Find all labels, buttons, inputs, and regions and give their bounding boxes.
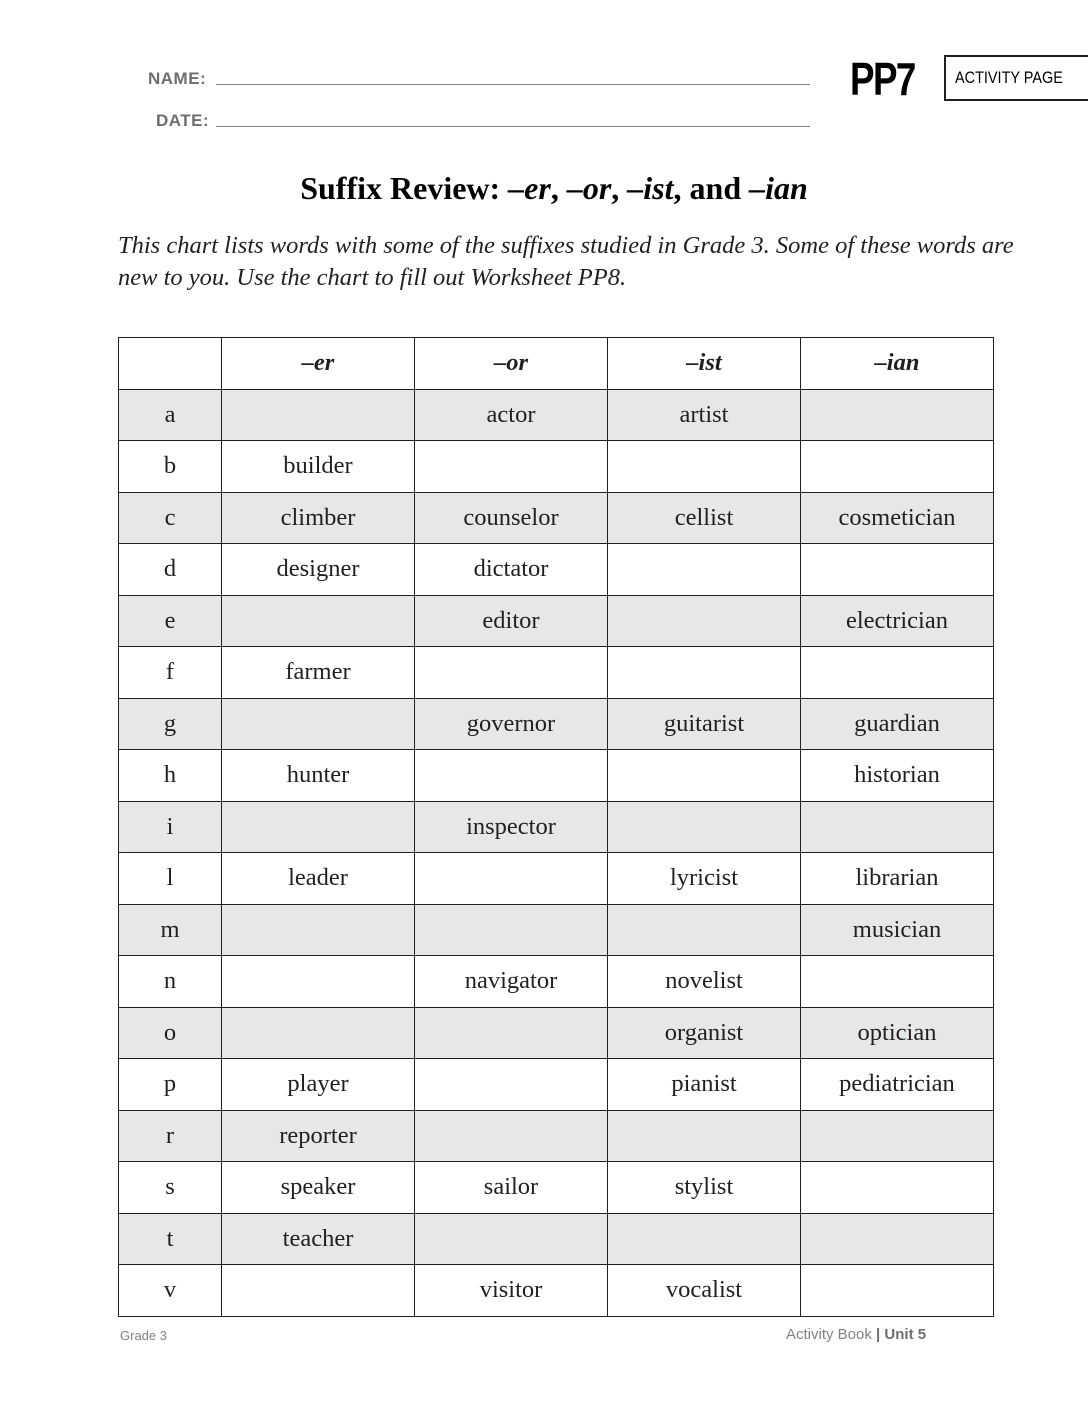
cell-ian: musician bbox=[801, 904, 994, 956]
cell-or bbox=[415, 904, 608, 956]
cell-er: designer bbox=[222, 544, 415, 596]
cell-ian: electrician bbox=[801, 595, 994, 647]
name-line[interactable] bbox=[216, 84, 810, 85]
cell-er bbox=[222, 698, 415, 750]
cell-letter: c bbox=[119, 492, 222, 544]
cell-letter: r bbox=[119, 1110, 222, 1162]
cell-ian bbox=[801, 389, 994, 441]
cell-er bbox=[222, 595, 415, 647]
title-suffix-or: –or bbox=[566, 170, 612, 206]
cell-ian bbox=[801, 1110, 994, 1162]
table-row bbox=[119, 1213, 994, 1265]
cell-letter: d bbox=[119, 544, 222, 596]
cell-letter: i bbox=[119, 801, 222, 853]
cell-letter: b bbox=[119, 441, 222, 493]
activity-page-badge bbox=[944, 55, 1088, 101]
date-label: DATE: bbox=[156, 111, 210, 130]
header-row bbox=[119, 338, 994, 390]
table-row bbox=[119, 1265, 994, 1317]
footer-grade: Grade 3 bbox=[120, 1328, 167, 1343]
cell-or bbox=[415, 1110, 608, 1162]
cell-or: sailor bbox=[415, 1162, 608, 1214]
cell-ist bbox=[608, 801, 801, 853]
cell-or: editor bbox=[415, 595, 608, 647]
title-comma: , bbox=[611, 170, 628, 206]
cell-or bbox=[415, 1213, 608, 1265]
table-row bbox=[119, 441, 994, 493]
header-cell-suffix: –or bbox=[415, 338, 608, 390]
cell-letter: e bbox=[119, 595, 222, 647]
cell-ian bbox=[801, 1162, 994, 1214]
cell-er: reporter bbox=[222, 1110, 415, 1162]
cell-or bbox=[415, 1059, 608, 1111]
cell-letter: v bbox=[119, 1265, 222, 1317]
cell-ist: guitarist bbox=[608, 698, 801, 750]
cell-or: visitor bbox=[415, 1265, 608, 1317]
table-row bbox=[119, 595, 994, 647]
cell-ist: artist bbox=[608, 389, 801, 441]
cell-letter: m bbox=[119, 904, 222, 956]
cell-er: climber bbox=[222, 492, 415, 544]
footer-book: Activity Book bbox=[786, 1326, 877, 1343]
cell-letter: a bbox=[119, 389, 222, 441]
table-row bbox=[119, 698, 994, 750]
footer-book-info bbox=[786, 1326, 926, 1343]
cell-or: governor bbox=[415, 698, 608, 750]
cell-er: hunter bbox=[222, 750, 415, 802]
footer-unit: Unit 5 bbox=[880, 1326, 927, 1343]
table-row bbox=[119, 750, 994, 802]
cell-or: navigator bbox=[415, 956, 608, 1008]
cell-letter: f bbox=[119, 647, 222, 699]
cell-ist: organist bbox=[608, 1007, 801, 1059]
cell-ist: cellist bbox=[608, 492, 801, 544]
cell-ian bbox=[801, 1213, 994, 1265]
table-row bbox=[119, 1059, 994, 1111]
cell-ist: stylist bbox=[608, 1162, 801, 1214]
table-row bbox=[119, 904, 994, 956]
cell-or bbox=[415, 647, 608, 699]
cell-ian bbox=[801, 801, 994, 853]
table-row bbox=[119, 389, 994, 441]
cell-er: speaker bbox=[222, 1162, 415, 1214]
cell-or bbox=[415, 853, 608, 905]
page-code: PP7 bbox=[850, 53, 915, 105]
table-row bbox=[119, 544, 994, 596]
cell-or bbox=[415, 1007, 608, 1059]
cell-letter: g bbox=[119, 698, 222, 750]
header-cell-suffix: –ian bbox=[801, 338, 994, 390]
cell-ist bbox=[608, 441, 801, 493]
cell-er bbox=[222, 904, 415, 956]
cell-ist: pianist bbox=[608, 1059, 801, 1111]
cell-ist bbox=[608, 595, 801, 647]
cell-ist bbox=[608, 1213, 801, 1265]
name-label: NAME: bbox=[148, 69, 207, 88]
cell-ist bbox=[608, 750, 801, 802]
page-title bbox=[0, 170, 1088, 207]
cell-ist bbox=[608, 904, 801, 956]
table-row bbox=[119, 1007, 994, 1059]
cell-ian bbox=[801, 1265, 994, 1317]
cell-letter: t bbox=[119, 1213, 222, 1265]
cell-ian: optician bbox=[801, 1007, 994, 1059]
cell-er: leader bbox=[222, 853, 415, 905]
title-suffix-er: –er bbox=[508, 170, 551, 206]
cell-ist bbox=[608, 647, 801, 699]
footer-separator: | bbox=[876, 1326, 881, 1343]
table-row bbox=[119, 1162, 994, 1214]
cell-er: player bbox=[222, 1059, 415, 1111]
cell-er: teacher bbox=[222, 1213, 415, 1265]
table-row bbox=[119, 956, 994, 1008]
cell-ian: historian bbox=[801, 750, 994, 802]
cell-or: dictator bbox=[415, 544, 608, 596]
table-row bbox=[119, 801, 994, 853]
table-row bbox=[119, 1110, 994, 1162]
cell-ist bbox=[608, 544, 801, 596]
title-suffix-ian: –ian bbox=[749, 170, 808, 206]
cell-er: farmer bbox=[222, 647, 415, 699]
cell-ian: cosmetician bbox=[801, 492, 994, 544]
title-prefix: Suffix Review: bbox=[300, 170, 509, 206]
header-cell-letter bbox=[119, 338, 222, 390]
intro-text: This chart lists words with some of the suffixes studied in Grade 3. Some of these words are new to you. Use the chart to fill out Worksheet PP8. bbox=[118, 232, 1014, 291]
cell-ian bbox=[801, 647, 994, 699]
cell-ian: librarian bbox=[801, 853, 994, 905]
header-cell-suffix: –er bbox=[222, 338, 415, 390]
table-row bbox=[119, 853, 994, 905]
cell-er bbox=[222, 801, 415, 853]
cell-letter: n bbox=[119, 956, 222, 1008]
title-suffix-ist: –ist bbox=[627, 170, 674, 206]
cell-ist: vocalist bbox=[608, 1265, 801, 1317]
title-and: , and bbox=[673, 170, 750, 206]
cell-er bbox=[222, 1007, 415, 1059]
cell-letter: s bbox=[119, 1162, 222, 1214]
cell-letter: o bbox=[119, 1007, 222, 1059]
cell-ian: guardian bbox=[801, 698, 994, 750]
cell-er bbox=[222, 956, 415, 1008]
cell-er bbox=[222, 389, 415, 441]
cell-ian bbox=[801, 544, 994, 596]
cell-or bbox=[415, 441, 608, 493]
cell-letter: l bbox=[119, 853, 222, 905]
cell-er bbox=[222, 1265, 415, 1317]
cell-ist bbox=[608, 1110, 801, 1162]
cell-ist: novelist bbox=[608, 956, 801, 1008]
title-comma: , bbox=[550, 170, 567, 206]
cell-or bbox=[415, 750, 608, 802]
cell-letter: p bbox=[119, 1059, 222, 1111]
cell-ian bbox=[801, 956, 994, 1008]
table-row bbox=[119, 492, 994, 544]
date-line[interactable] bbox=[216, 126, 810, 127]
cell-ian bbox=[801, 441, 994, 493]
cell-ian: pediatrician bbox=[801, 1059, 994, 1111]
cell-er: builder bbox=[222, 441, 415, 493]
cell-or: actor bbox=[415, 389, 608, 441]
activity-page-label: ACTIVITY PAGE bbox=[955, 68, 1063, 87]
cell-or: inspector bbox=[415, 801, 608, 853]
cell-letter: h bbox=[119, 750, 222, 802]
suffix-chart bbox=[118, 337, 994, 1317]
header-cell-suffix: –ist bbox=[608, 338, 801, 390]
table-row bbox=[119, 647, 994, 699]
cell-or: counselor bbox=[415, 492, 608, 544]
cell-ist: lyricist bbox=[608, 853, 801, 905]
